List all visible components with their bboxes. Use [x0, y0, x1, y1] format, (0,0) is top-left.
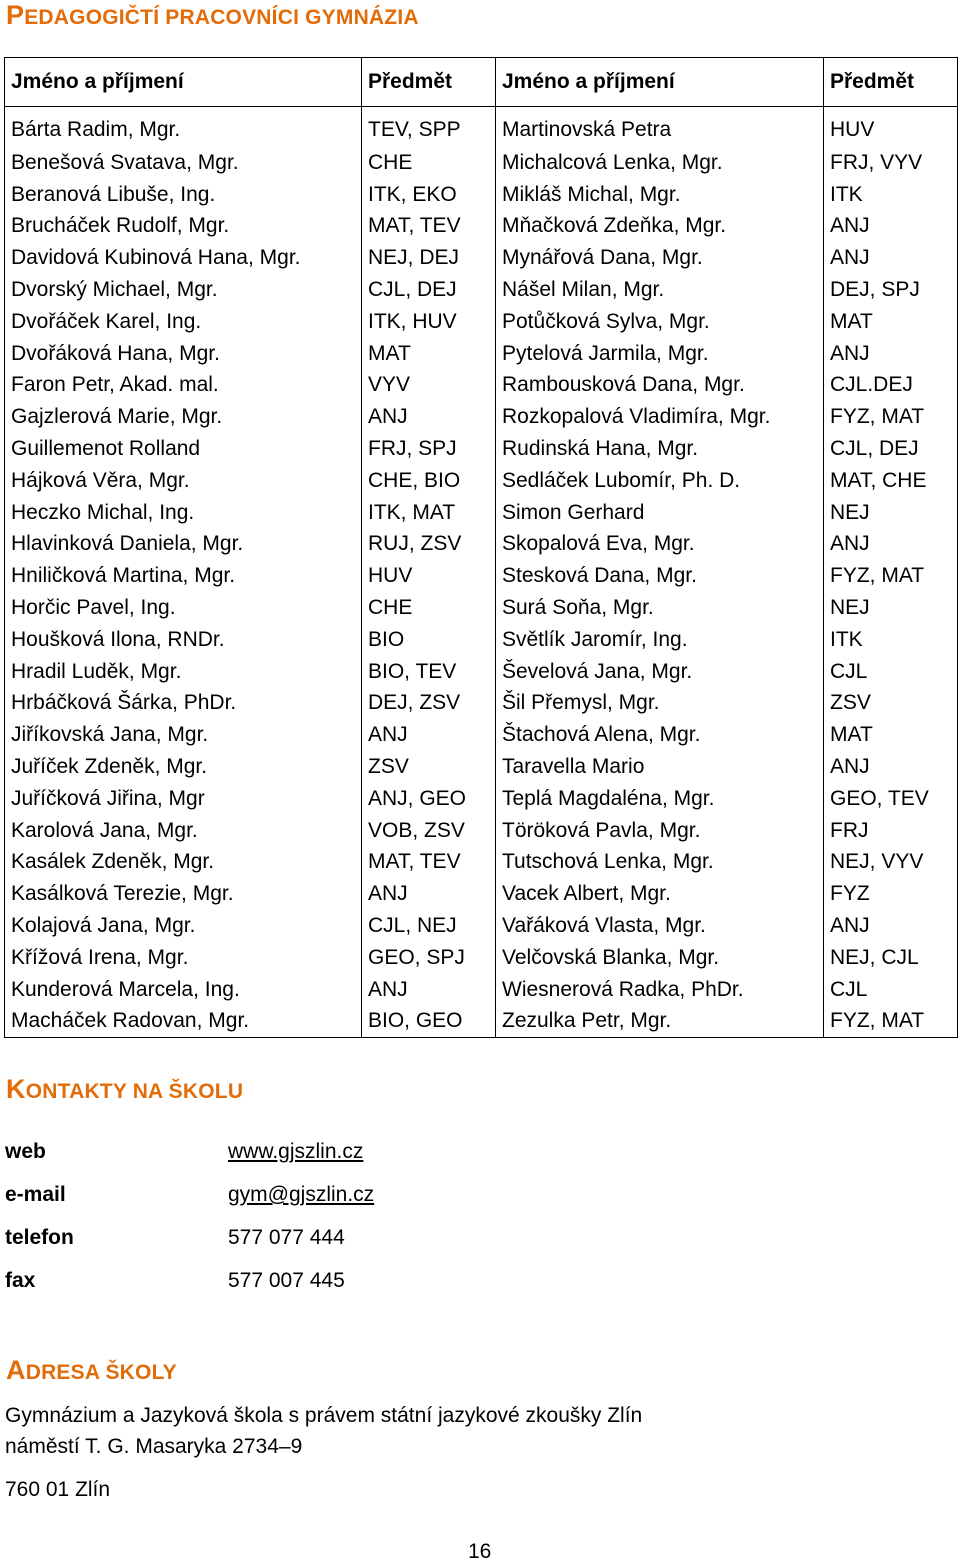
name-right-cell: Michalcová Lenka, Mgr.: [496, 147, 824, 179]
table-row: [5, 560, 958, 592]
subject-right-cell: CJL: [824, 974, 958, 1006]
name-left-cell: Guillemenot Rolland: [5, 433, 362, 465]
subject-right-cell: FYZ, MAT: [824, 560, 958, 592]
subject-right-cell: NEJ, VYV: [824, 847, 958, 879]
table-row: [5, 370, 958, 402]
address-school-name: Gymnázium a Jazyková škola s právem státní jazykové zkoušky Zlín: [5, 1404, 643, 1427]
name-right-cell: Šil Přemysl, Mgr.: [496, 688, 824, 720]
name-left-cell: Horčic Pavel, Ing.: [5, 592, 362, 624]
name-right-cell: Tutschová Lenka, Mgr.: [496, 847, 824, 879]
table-row: [5, 179, 958, 211]
fax-label: fax: [5, 1269, 36, 1292]
name-right-cell: Töröková Pavla, Mgr.: [496, 815, 824, 847]
email-link[interactable]: gym@gjszlin.cz: [228, 1183, 375, 1206]
name-left-cell: Benešová Svatava, Mgr.: [5, 147, 362, 179]
name-left-cell: Hrbáčková Šárka, PhDr.: [5, 688, 362, 720]
page-number: 16: [468, 1540, 492, 1563]
subject-left-cell: FRJ, SPJ: [362, 433, 496, 465]
web-link[interactable]: www.gjszlin.cz: [228, 1140, 364, 1163]
table-row: [5, 624, 958, 656]
subject-left-cell: HUV: [362, 560, 496, 592]
subject-left-cell: NEJ, DEJ: [362, 242, 496, 274]
subject-left-cell: BIO: [362, 624, 496, 656]
column-header-name-right: Jméno a příjmení: [496, 58, 824, 107]
table-row: [5, 878, 958, 910]
name-right-cell: Sedláček Lubomír, Ph. D.: [496, 465, 824, 497]
subject-left-cell: CHE: [362, 147, 496, 179]
name-left-cell: Kasálková Terezie, Mgr.: [5, 878, 362, 910]
name-left-cell: Juříček Zdeněk, Mgr.: [5, 751, 362, 783]
table-row: [5, 497, 958, 529]
subject-left-cell: ANJ: [362, 401, 496, 433]
name-left-cell: Hradil Luděk, Mgr.: [5, 656, 362, 688]
name-left-cell: Brucháček Rudolf, Mgr.: [5, 211, 362, 243]
subject-right-cell: ITK: [824, 179, 958, 211]
column-header-name-left: Jméno a příjmení: [5, 58, 362, 107]
name-right-cell: Zezulka Petr, Mgr.: [496, 1006, 824, 1038]
subject-right-cell: MAT: [824, 306, 958, 338]
table-row: [5, 306, 958, 338]
name-right-cell: Skopalová Eva, Mgr.: [496, 529, 824, 561]
name-left-cell: Juříčková Jiřina, Mgr: [5, 783, 362, 815]
subject-right-cell: ZSV: [824, 688, 958, 720]
phone-label: telefon: [5, 1226, 74, 1249]
table-row: [5, 465, 958, 497]
table-row: [5, 242, 958, 274]
subject-left-cell: RUJ, ZSV: [362, 529, 496, 561]
subject-left-cell: ITK, MAT: [362, 497, 496, 529]
name-right-cell: Martinovská Petra: [496, 107, 824, 148]
name-right-cell: Wiesnerová Radka, PhDr.: [496, 974, 824, 1006]
subject-left-cell: ANJ: [362, 974, 496, 1006]
subject-right-cell: ANJ: [824, 211, 958, 243]
name-right-cell: Potůčková Sylva, Mgr.: [496, 306, 824, 338]
name-right-cell: Ševelová Jana, Mgr.: [496, 656, 824, 688]
name-right-cell: Štachová Alena, Mgr.: [496, 719, 824, 751]
subject-left-cell: ANJ: [362, 878, 496, 910]
name-right-cell: Surá Soňa, Mgr.: [496, 592, 824, 624]
table-row: [5, 1006, 958, 1038]
name-right-cell: Pytelová Jarmila, Mgr.: [496, 338, 824, 370]
column-header-subject-right: Předmět: [824, 58, 958, 107]
subject-left-cell: VOB, ZSV: [362, 815, 496, 847]
name-left-cell: Kasálek Zdeněk, Mgr.: [5, 847, 362, 879]
subject-left-cell: CJL, DEJ: [362, 274, 496, 306]
name-left-cell: Macháček Radovan, Mgr.: [5, 1006, 362, 1038]
subject-right-cell: FYZ: [824, 878, 958, 910]
table-row: [5, 815, 958, 847]
subject-left-cell: MAT, TEV: [362, 211, 496, 243]
subject-left-cell: CJL, NEJ: [362, 910, 496, 942]
table-row: [5, 147, 958, 179]
subject-right-cell: MAT: [824, 719, 958, 751]
subject-right-cell: NEJ: [824, 497, 958, 529]
name-left-cell: Kunderová Marcela, Ing.: [5, 974, 362, 1006]
subject-left-cell: CHE, BIO: [362, 465, 496, 497]
table-row: [5, 847, 958, 879]
subject-right-cell: DEJ, SPJ: [824, 274, 958, 306]
address-city: 760 01 Zlín: [5, 1478, 111, 1501]
subject-left-cell: ZSV: [362, 751, 496, 783]
subject-left-cell: MAT: [362, 338, 496, 370]
table-row: [5, 107, 958, 148]
subject-left-cell: BIO, GEO: [362, 1006, 496, 1038]
subject-left-cell: GEO, SPJ: [362, 942, 496, 974]
table-row: [5, 433, 958, 465]
table-row: [5, 529, 958, 561]
table-row: [5, 974, 958, 1006]
subject-left-cell: VYV: [362, 370, 496, 402]
subject-left-cell: ITK, EKO: [362, 179, 496, 211]
table-row: [5, 211, 958, 243]
subject-right-cell: MAT, CHE: [824, 465, 958, 497]
name-left-cell: Dvořáček Karel, Ing.: [5, 306, 362, 338]
name-right-cell: Vacek Albert, Mgr.: [496, 878, 824, 910]
subject-right-cell: GEO, TEV: [824, 783, 958, 815]
subject-right-cell: ANJ: [824, 338, 958, 370]
subject-left-cell: TEV, SPP: [362, 107, 496, 148]
subject-left-cell: CHE: [362, 592, 496, 624]
table-row: [5, 274, 958, 306]
name-right-cell: Mikláš Michal, Mgr.: [496, 179, 824, 211]
name-left-cell: Gajzlerová Marie, Mgr.: [5, 401, 362, 433]
staff-table: [4, 57, 958, 1038]
table-row: [5, 783, 958, 815]
table-row: [5, 910, 958, 942]
name-left-cell: Dvořáková Hana, Mgr.: [5, 338, 362, 370]
subject-left-cell: ITK, HUV: [362, 306, 496, 338]
table-row: [5, 942, 958, 974]
name-right-cell: Stesková Dana, Mgr.: [496, 560, 824, 592]
name-left-cell: Houšková Ilona, RNDr.: [5, 624, 362, 656]
subject-right-cell: CJL: [824, 656, 958, 688]
name-left-cell: Hájková Věra, Mgr.: [5, 465, 362, 497]
subject-right-cell: ANJ: [824, 242, 958, 274]
subject-right-cell: CJL, DEJ: [824, 433, 958, 465]
name-right-cell: Nášel Milan, Mgr.: [496, 274, 824, 306]
name-right-cell: Rambousková Dana, Mgr.: [496, 370, 824, 402]
subject-right-cell: ANJ: [824, 910, 958, 942]
subject-right-cell: ANJ: [824, 529, 958, 561]
subject-left-cell: BIO, TEV: [362, 656, 496, 688]
name-left-cell: Kolajová Jana, Mgr.: [5, 910, 362, 942]
subject-left-cell: MAT, TEV: [362, 847, 496, 879]
subject-left-cell: DEJ, ZSV: [362, 688, 496, 720]
subject-right-cell: NEJ, CJL: [824, 942, 958, 974]
subject-right-cell: ITK: [824, 624, 958, 656]
name-left-cell: Dvorský Michael, Mgr.: [5, 274, 362, 306]
subject-right-cell: NEJ: [824, 592, 958, 624]
subject-left-cell: ANJ, GEO: [362, 783, 496, 815]
name-left-cell: Bárta Radim, Mgr.: [5, 107, 362, 148]
table-row: [5, 592, 958, 624]
name-left-cell: Davidová Kubinová Hana, Mgr.: [5, 242, 362, 274]
table-header-row: [5, 58, 958, 107]
subject-right-cell: FRJ: [824, 815, 958, 847]
name-left-cell: Křížová Irena, Mgr.: [5, 942, 362, 974]
address-heading: ADRESA ŠKOLY: [6, 1355, 177, 1385]
subject-right-cell: ANJ: [824, 751, 958, 783]
name-left-cell: Beranová Libuše, Ing.: [5, 179, 362, 211]
table-row: [5, 338, 958, 370]
subject-right-cell: CJL.DEJ: [824, 370, 958, 402]
name-right-cell: Velčovská Blanka, Mgr.: [496, 942, 824, 974]
name-right-cell: Rozkopalová Vladimíra, Mgr.: [496, 401, 824, 433]
name-right-cell: Teplá Magdaléna, Mgr.: [496, 783, 824, 815]
subject-left-cell: ANJ: [362, 719, 496, 751]
subject-right-cell: FYZ, MAT: [824, 1006, 958, 1038]
name-right-cell: Simon Gerhard: [496, 497, 824, 529]
name-left-cell: Faron Petr, Akad. mal.: [5, 370, 362, 402]
subject-right-cell: FRJ, VYV: [824, 147, 958, 179]
name-left-cell: Heczko Michal, Ing.: [5, 497, 362, 529]
name-right-cell: Vařáková Vlasta, Mgr.: [496, 910, 824, 942]
table-row: [5, 401, 958, 433]
table-row: [5, 656, 958, 688]
name-left-cell: Hniličková Martina, Mgr.: [5, 560, 362, 592]
email-label: e-mail: [5, 1183, 66, 1206]
table-row: [5, 688, 958, 720]
table-row: [5, 719, 958, 751]
name-right-cell: Rudinská Hana, Mgr.: [496, 433, 824, 465]
subject-right-cell: HUV: [824, 107, 958, 148]
staff-heading: PEDAGOGIČTÍ PRACOVNÍCI GYMNÁZIA: [6, 0, 419, 30]
fax-value: 577 007 445: [228, 1269, 345, 1292]
column-header-subject-left: Předmět: [362, 58, 496, 107]
web-label: web: [5, 1140, 46, 1163]
name-right-cell: Taravella Mario: [496, 751, 824, 783]
name-left-cell: Hlavinková Daniela, Mgr.: [5, 529, 362, 561]
contacts-heading: KONTAKTY NA ŠKOLU: [6, 1074, 244, 1104]
name-right-cell: Mynářová Dana, Mgr.: [496, 242, 824, 274]
name-right-cell: Mňačková Zdeňka, Mgr.: [496, 211, 824, 243]
subject-right-cell: FYZ, MAT: [824, 401, 958, 433]
phone-value: 577 077 444: [228, 1226, 345, 1249]
name-right-cell: Světlík Jaromír, Ing.: [496, 624, 824, 656]
name-left-cell: Karolová Jana, Mgr.: [5, 815, 362, 847]
name-left-cell: Jiříkovská Jana, Mgr.: [5, 719, 362, 751]
address-street: náměstí T. G. Masaryka 2734–9: [5, 1435, 303, 1458]
table-row: [5, 751, 958, 783]
